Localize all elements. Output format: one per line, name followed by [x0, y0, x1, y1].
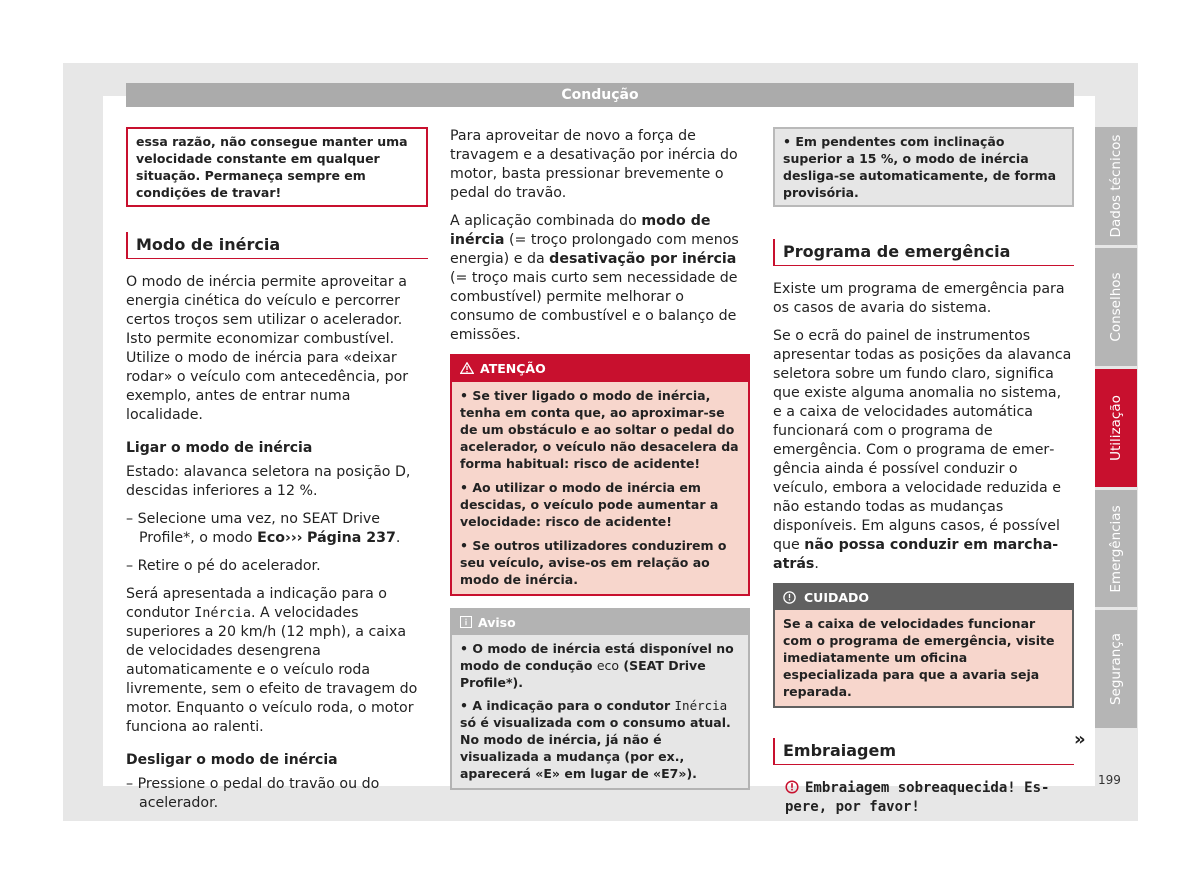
eco-mode-label: eco	[596, 658, 620, 673]
paragraph-ecra	[773, 327, 1074, 574]
text: . A velocidades superiores a 20 km/h (12 mph), a caixa de velocidades desengrena automaticamente e o veículo roda livremente, sem o efeito de travagem do motor. Enquanto o veículo roda, o motor funciona ao ralenti.	[126, 605, 418, 735]
reference-arrow-icon: ›››	[284, 530, 303, 546]
display-message-text: Embraiagem sobreaquecida! Espere, por favor!	[785, 780, 1050, 815]
caution-header	[775, 585, 1072, 610]
subheading-ligar: Ligar o modo de inércia	[126, 440, 313, 456]
note-title: Aviso	[478, 615, 516, 630]
text: A aplicação combinada do	[450, 213, 642, 229]
bold-term: modo de inércia	[450, 213, 711, 248]
step-press-pedal: – Pressione o pedal do travão ou do acelerador.	[126, 776, 380, 811]
step-text: – Selecione uma vez, no SEAT Drive Profile*, o modo	[126, 511, 381, 546]
display-message	[773, 779, 1074, 817]
heading-modo-inercia: Modo de inércia	[126, 232, 428, 259]
display-indication: Inércia	[674, 698, 728, 713]
text: (SEAT Drive Profile*).	[460, 658, 706, 690]
text: • A indicação para o condutor	[460, 698, 675, 713]
warning-item: • Se outros utilizadores conduzirem o seu veículo, avise-os em relação ao modo de inércia.	[460, 538, 727, 587]
warning-continuation-box: essa razão, não consegue manter uma velocidade constante em qualquer situação. Permaneça sempre em condições de travar!	[126, 127, 428, 207]
tab-label: Utilização	[1108, 395, 1124, 461]
tab-label: Conselhos	[1108, 272, 1124, 342]
warning-item: • Se tiver ligado o modo de inércia, tenha em conta que, ao aproximar-se de um obstáculo e ao soltar o pedal do acelerador, o veículo não desacelera da forma habitual: risco de acidente!	[460, 388, 739, 471]
paragraph-aplicacao	[450, 212, 750, 345]
column-middle	[450, 127, 750, 802]
warning-header	[452, 356, 748, 382]
column-right	[773, 127, 1074, 817]
note-continuation-box: • Em pendentes com inclinação superior a 15 %, o modo de inércia desliga-se automaticamente, de forma provisória.	[773, 127, 1074, 207]
warning-box	[450, 354, 750, 596]
tab-label: Emergências	[1108, 504, 1124, 593]
continue-arrow-icon: »	[1074, 729, 1086, 750]
text: (= troço prolongado com menos energia) e da	[450, 232, 739, 267]
step-select-eco	[126, 510, 428, 548]
step-release-accelerator: – Retire o pé do acelerador.	[126, 558, 321, 574]
note-header	[452, 610, 748, 635]
note-item	[460, 640, 740, 691]
text: .	[814, 556, 819, 572]
tab-emergencias[interactable]	[1095, 490, 1137, 607]
text: Será apresentada a indicação para o condutor	[126, 586, 387, 621]
page-reference-link[interactable]: Página 237	[307, 530, 396, 546]
note-body	[452, 635, 748, 788]
column-left	[126, 127, 428, 822]
paragraph-reaproveitar: Para aproveitar de novo a força de travagem e a desativação por inércia do motor, basta pressionar brevemente o pedal do travão.	[450, 128, 738, 201]
subheading-desligar: Desligar o modo de inércia	[126, 752, 338, 768]
page-number: 199	[1098, 773, 1121, 787]
heading-programa-emergencia: Programa de emergência	[773, 239, 1074, 266]
text: Se o ecrã do painel de instrumentos apresentar todas as posições da alavanca seletora sobre um fundo claro, significa que existe alguma anomalia no sistema, e a caixa de velocidades automática funcionará com o programa de emergência. Com o programa de emergência ainda é possível conduzir o veículo, embora a velocidade reduzida e não estando todas as mudanças disponíveis. Em alguns casos, é possível que	[773, 328, 1072, 553]
text: só é visualizada com o consumo atual. No modo de inércia, já não é visualizada a mudança (por ex., aparecerá «E» em lugar de «E7»).	[460, 715, 731, 781]
warning-lamp-icon	[785, 780, 799, 794]
tab-label: Segurança	[1108, 632, 1124, 706]
bold-term: não possa conduzir em marcha-atrás	[773, 537, 1059, 572]
text: (= troço mais curto sem necessidade de combustível) permite melhorar o consumo de combustível e o balanço de emissões.	[450, 270, 738, 343]
section-header: Condução	[126, 83, 1074, 107]
caution-title: CUIDADO	[804, 590, 870, 605]
tab-seguranca[interactable]	[1095, 610, 1137, 728]
step-text-end: .	[395, 530, 401, 546]
note-box	[450, 608, 750, 790]
eco-mode-label: Eco	[257, 530, 285, 546]
text: • O modo de inércia está disponível no modo de condução	[460, 641, 734, 673]
paragraph-intro: O modo de inércia permite aproveitar a energia cinética do veículo e percorrer certos troços sem utilizar o acelerador. Isto permite economizar combustível. Utilize o modo de inércia para «deixar rodar» o veículo com antecedência, por exemplo, antes de entrar numa localidade.	[126, 274, 409, 423]
note-item	[460, 697, 740, 782]
heading-embraiagem: Embraiagem	[773, 738, 1074, 765]
paragraph-indicacao	[126, 585, 428, 737]
display-indication: Inércia	[194, 605, 251, 621]
paragraph-existe: Existe um programa de emergência para os casos de avaria do sistema.	[773, 281, 1065, 316]
paragraph-estado: Estado: alavanca seletora na posição D, descidas inferiores a 12 %.	[126, 464, 411, 499]
tab-conselhos[interactable]	[1095, 248, 1137, 366]
caution-circle-icon	[783, 591, 796, 604]
tab-dados-tecnicos[interactable]	[1095, 127, 1137, 245]
caution-body: Se a caixa de velocidades funcionar com o programa de emergência, visite imediatamente um oficina especializada para que a avaria seja reparada.	[775, 610, 1072, 706]
warning-body	[452, 382, 748, 594]
tab-label: Dados técnicos	[1108, 134, 1124, 238]
caution-box	[773, 583, 1074, 708]
warning-title: ATENÇÃO	[480, 361, 546, 376]
warning-triangle-icon	[460, 362, 474, 374]
bold-term: desativação por inércia	[549, 251, 737, 267]
warning-item: • Ao utilizar o modo de inércia em descidas, o veículo pode aumentar a velocidade: risco de acidente!	[460, 480, 719, 529]
tab-utilizacao[interactable]	[1095, 369, 1137, 487]
info-icon	[460, 616, 472, 628]
